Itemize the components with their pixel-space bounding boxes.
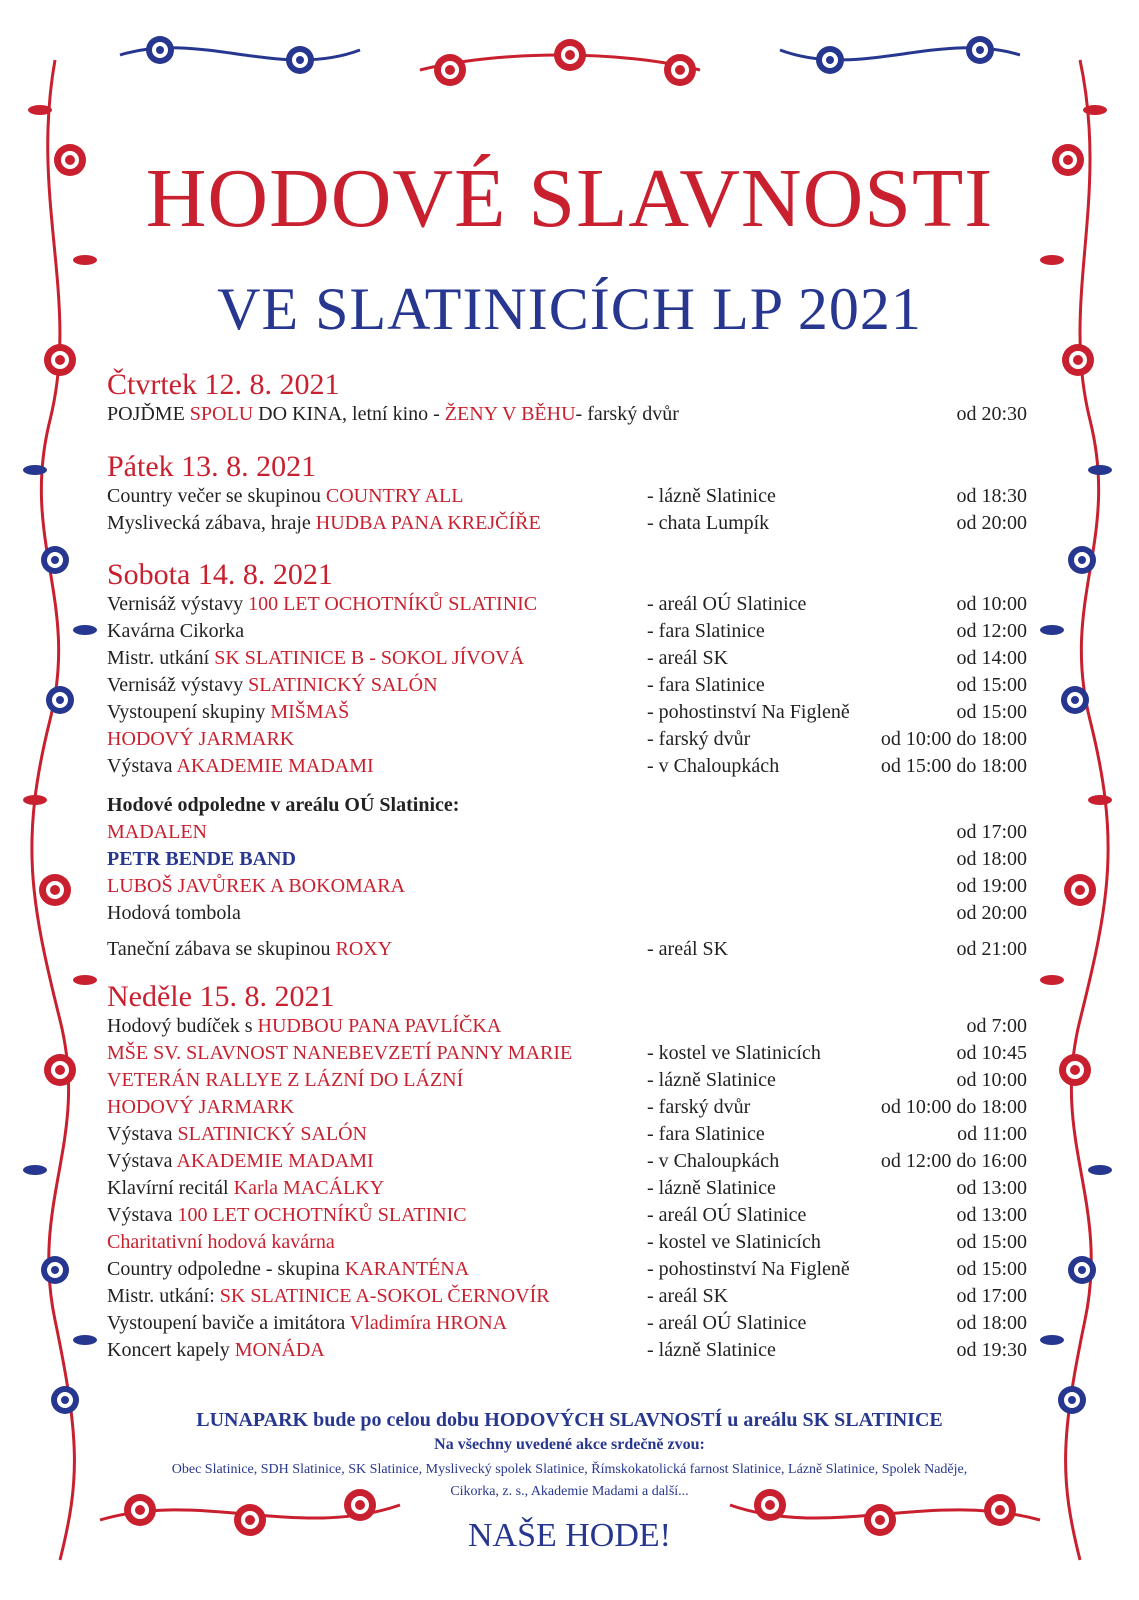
event-name: Hodový budíček s HUDBOU PANA PAVLÍČKA <box>107 1015 502 1037</box>
day-heading: Pátek 13. 8. 2021 <box>107 450 317 483</box>
event-time: od 14:00 <box>956 647 1027 669</box>
event-time: od 19:30 <box>956 1339 1027 1361</box>
event-name: Vystoupení skupiny MIŠMAŠ <box>107 701 350 723</box>
event-name: Country odpoledne - skupina KARANTÉNA <box>107 1258 470 1280</box>
event-name: VETERÁN RALLYE Z LÁZNÍ DO LÁZNÍ <box>107 1069 464 1091</box>
invite-text: Na všechny uvedené akce srdečně zvou: <box>434 1436 705 1453</box>
event-place: - chata Lumpík <box>647 512 770 534</box>
event-place: - fara Slatinice <box>647 1123 765 1145</box>
event-time: od 10:00 do 18:00 <box>880 728 1027 750</box>
event-place: - kostel ve Slatinicích <box>647 1231 821 1253</box>
event-name: Vystoupení baviče a imitátora Vladimíra HRONA <box>107 1312 508 1334</box>
event-place: - farský dvůr <box>647 1096 751 1118</box>
schedule-row <box>107 1312 1027 1338</box>
event-time: od 10:45 <box>956 1042 1027 1064</box>
schedule-row <box>107 728 1027 754</box>
schedule-row <box>107 848 1027 874</box>
event-name: POJĎME SPOLU DO KINA, letní kino - ŽENY V BĚHU- farský dvůr <box>107 403 679 425</box>
event-time: od 10:00 <box>956 1069 1027 1091</box>
schedule-row <box>107 1339 1027 1365</box>
event-place: - areál OÚ Slatinice <box>647 1204 807 1226</box>
schedule-row <box>107 1069 1027 1095</box>
event-name: MŠE SV. SLAVNOST NANEBEVZETÍ PANNY MARIE <box>107 1042 573 1064</box>
event-place: - areál SK <box>647 938 729 960</box>
schedule-row <box>107 902 1027 928</box>
event-time: od 18:00 <box>956 1312 1027 1334</box>
schedule-row <box>107 1150 1027 1176</box>
day-heading: Neděle 15. 8. 2021 <box>107 980 335 1013</box>
event-name: Výstava AKADEMIE MADAMI <box>107 755 374 777</box>
event-time: od 20:00 <box>956 902 1027 924</box>
event-time: od 15:00 <box>956 701 1027 723</box>
slogan: NAŠE HODE! <box>467 1517 672 1554</box>
event-place: - lázně Slatinice <box>647 1339 776 1361</box>
event-place: - fara Slatinice <box>647 620 765 642</box>
day-heading: Sobota 14. 8. 2021 <box>107 558 333 591</box>
event-time: od 11:00 <box>957 1123 1027 1145</box>
event-name: HODOVÝ JARMARK <box>107 728 295 750</box>
event-name: Charitativní hodová kavárna <box>107 1231 335 1253</box>
event-name: Vernisáž výstavy 100 LET OCHOTNÍKŮ SLATINIC <box>107 593 538 615</box>
event-place: - areál SK <box>647 1285 729 1307</box>
page-subtitle: VE SLATINICÍCH LP 2021 <box>217 276 922 342</box>
page-title: HODOVÉ SLAVNOSTI <box>145 152 994 245</box>
schedule-row <box>107 755 1027 781</box>
event-name: Hodová tombola <box>107 902 241 924</box>
event-time: od 21:00 <box>956 938 1027 960</box>
schedule-row <box>107 1204 1027 1230</box>
event-place: - lázně Slatinice <box>647 485 776 507</box>
event-place: - lázně Slatinice <box>647 1177 776 1199</box>
organizers-text: Obec Slatinice, SDH Slatinice, SK Slatinice, Myslivecký spolek Slatinice, Římskokatolická farnost Slatinice, Lázně Slatinice, Spolek Naděje, Cikorka, z. s., Akademie Madami a další... <box>171 1462 968 1499</box>
event-name: Výstava AKADEMIE MADAMI <box>107 1150 374 1172</box>
event-name: Mistr. utkání: SK SLATINICE A-SOKOL ČERNOVÍR <box>107 1285 550 1307</box>
event-time: od 15:00 do 18:00 <box>880 755 1027 777</box>
event-name: HODOVÝ JARMARK <box>107 1096 295 1118</box>
event-time: od 12:00 <box>956 620 1027 642</box>
schedule-row <box>107 1015 1027 1041</box>
event-place: - areál OÚ Slatinice <box>647 593 807 615</box>
event-time: od 20:30 <box>956 403 1027 425</box>
event-place: - v Chaloupkách <box>647 1150 780 1172</box>
schedule-row <box>107 674 1027 700</box>
event-time: od 18:00 <box>956 848 1027 870</box>
event-place: - farský dvůr <box>647 728 751 750</box>
event-time: od 7:00 <box>966 1015 1027 1037</box>
schedule-row <box>107 647 1027 673</box>
schedule-row <box>107 1123 1027 1149</box>
schedule-row <box>107 1285 1027 1311</box>
schedule-row <box>107 1096 1027 1122</box>
event-place: - pohostinství Na Figleně <box>647 701 850 723</box>
day-heading: Čtvrtek 12. 8. 2021 <box>107 368 340 401</box>
event-name: Taneční zábava se skupinou ROXY <box>107 938 393 960</box>
event-name: Koncert kapely MONÁDA <box>107 1339 325 1361</box>
event-time: od 18:30 <box>956 485 1027 507</box>
event-time: od 10:00 do 18:00 <box>880 1096 1027 1118</box>
event-place: - lázně Slatinice <box>647 1069 776 1091</box>
event-name: Country večer se skupinou COUNTRY ALL <box>107 485 464 507</box>
schedule-row <box>107 938 1027 964</box>
event-name: MADALEN <box>107 821 207 843</box>
event-time: od 17:00 <box>956 821 1027 843</box>
schedule-row <box>107 485 1027 511</box>
event-place: - pohostinství Na Figleně <box>647 1258 850 1280</box>
event-time: od 20:00 <box>956 512 1027 534</box>
schedule-row <box>107 1042 1027 1068</box>
event-name: Výstava 100 LET OCHOTNÍKŮ SLATINIC <box>107 1204 467 1226</box>
schedule-row <box>107 1177 1027 1203</box>
event-time: od 15:00 <box>956 1258 1027 1280</box>
event-place: - kostel ve Slatinicích <box>647 1042 821 1064</box>
schedule-row <box>107 1258 1027 1284</box>
schedule-row <box>107 1231 1027 1257</box>
event-place: - v Chaloupkách <box>647 755 780 777</box>
event-time: od 19:00 <box>956 875 1027 897</box>
event-name: Klavírní recitál Karla MACÁLKY <box>107 1177 385 1199</box>
schedule-row <box>107 875 1027 901</box>
event-place: - areál SK <box>647 647 729 669</box>
event-time: od 17:00 <box>956 1285 1027 1307</box>
event-name: Myslivecká zábava, hraje HUDBA PANA KREJČÍŘE <box>107 512 541 534</box>
event-name: Mistr. utkání SK SLATINICE B - SOKOL JÍVOVÁ <box>107 647 525 669</box>
event-name: Kavárna Cikorka <box>107 620 245 642</box>
event-time: od 15:00 <box>956 674 1027 696</box>
event-time: od 12:00 do 16:00 <box>880 1150 1027 1172</box>
event-name: Výstava SLATINICKÝ SALÓN <box>107 1123 367 1145</box>
schedule-row <box>107 512 1027 538</box>
event-time: od 10:00 <box>956 593 1027 615</box>
schedule-row <box>107 821 1027 847</box>
event-time: od 15:00 <box>956 1231 1027 1253</box>
lunapark-note: LUNAPARK bude po celou dobu HODOVÝCH SLAVNOSTÍ u areálu SK SLATINICE <box>196 1409 943 1431</box>
event-name: Vernisáž výstavy SLATINICKÝ SALÓN <box>107 674 438 696</box>
event-place: - fara Slatinice <box>647 674 765 696</box>
schedule-row <box>107 701 1027 727</box>
schedule-row <box>107 403 1027 429</box>
schedule-row <box>107 794 1027 820</box>
event-time: od 13:00 <box>956 1177 1027 1199</box>
schedule-row <box>107 620 1027 646</box>
event-name: Hodové odpoledne v areálu OÚ Slatinice: <box>107 794 460 816</box>
event-time: od 13:00 <box>956 1204 1027 1226</box>
event-name: LUBOŠ JAVŮREK A BOKOMARA <box>107 875 406 897</box>
event-place: - areál OÚ Slatinice <box>647 1312 807 1334</box>
event-name: PETR BENDE BAND <box>107 848 296 870</box>
schedule-row <box>107 593 1027 619</box>
